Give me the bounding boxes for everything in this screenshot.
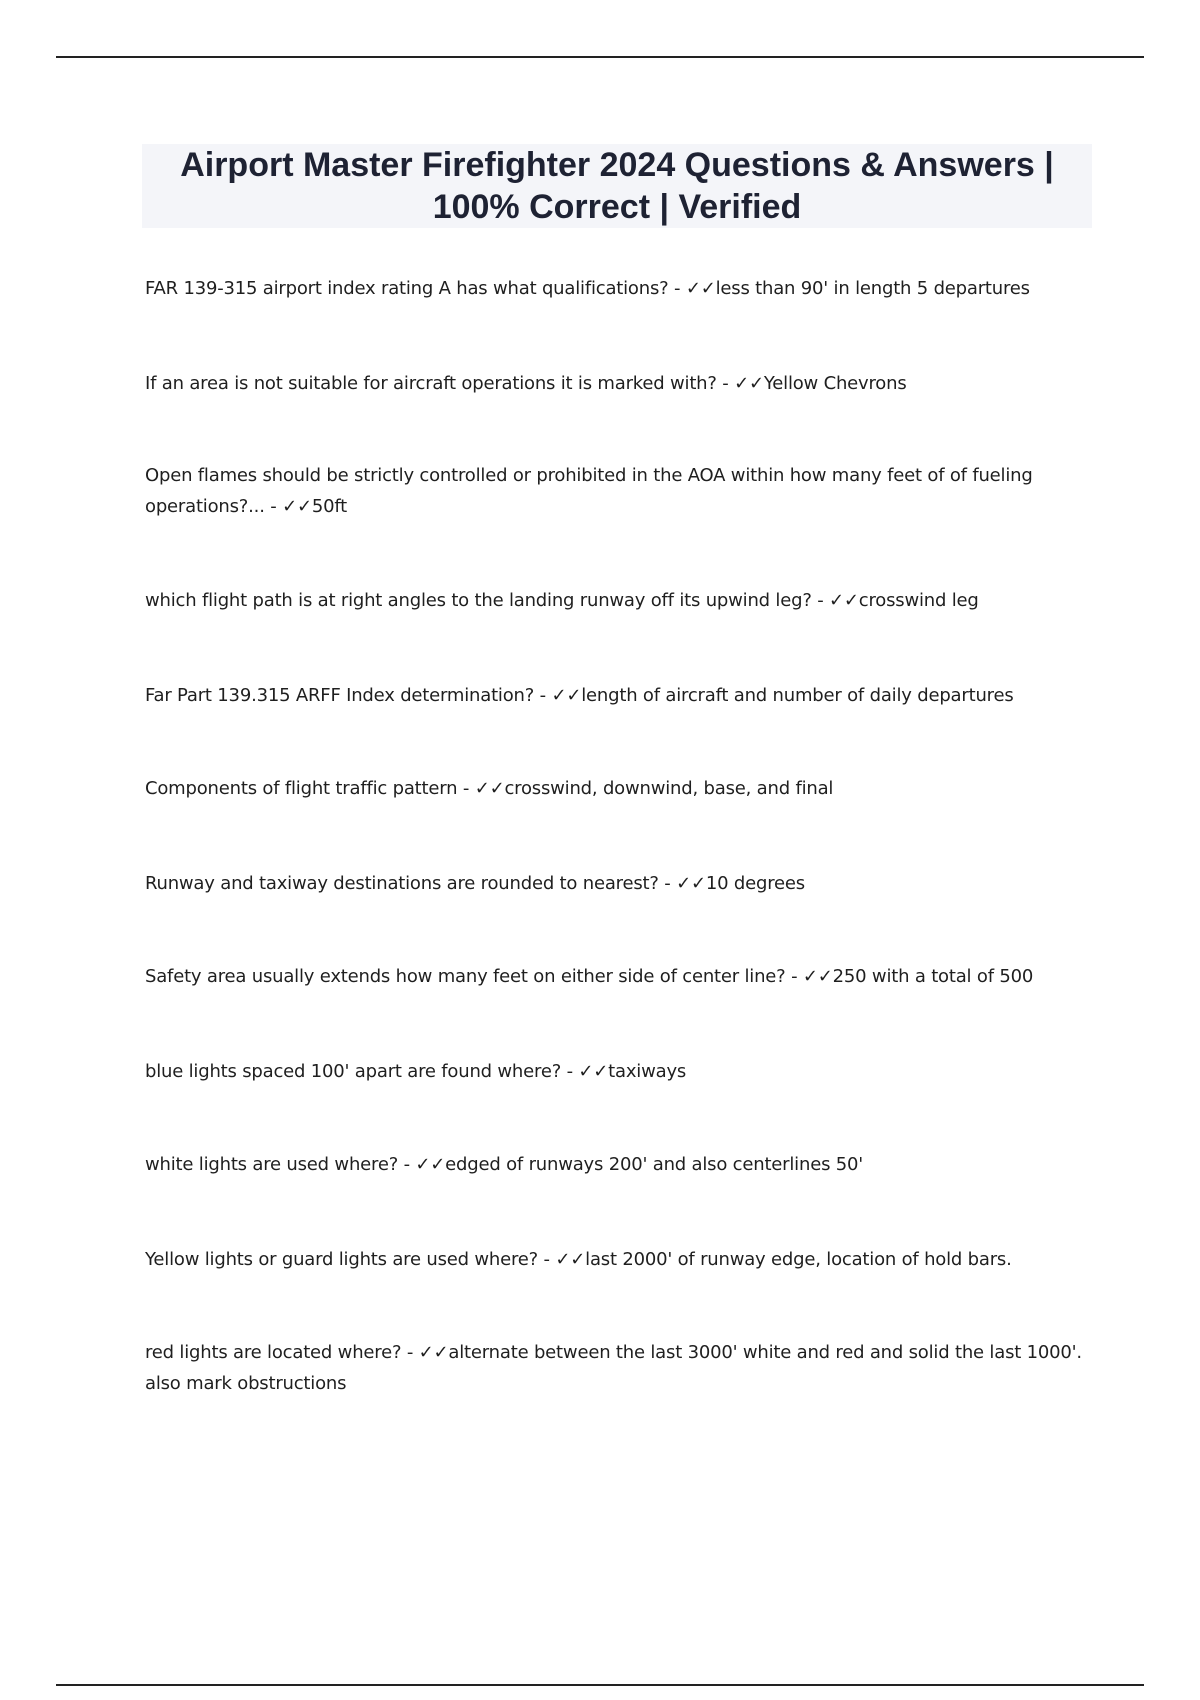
- check-mark-icon: ✓✓: [829, 590, 859, 611]
- answer-text: length of aircraft and number of daily departures: [581, 685, 1014, 706]
- answer-text: last 2000' of runway edge, location of hold bars.: [585, 1249, 1012, 1270]
- question-text: Components of flight traffic pattern: [145, 778, 458, 799]
- answer-text: 50ft: [311, 496, 348, 517]
- qa-item: [145, 773, 1085, 804]
- separator: -: [668, 278, 686, 299]
- qa-item: [145, 273, 1085, 304]
- qa-item: [145, 368, 1085, 399]
- check-mark-icon: ✓✓: [802, 966, 833, 987]
- question-text: FAR 139-315 airport index rating A has what qualifications?: [145, 278, 669, 299]
- check-mark-icon: ✓✓: [474, 778, 505, 799]
- qa-item: [145, 680, 1085, 711]
- qa-item: [145, 1244, 1085, 1275]
- qa-item: [145, 868, 1085, 899]
- question-text: Safety area usually extends how many feet on either side of center line?: [145, 966, 786, 987]
- answer-text: crosswind leg: [858, 590, 979, 611]
- separator: -: [398, 1154, 416, 1175]
- question-text: which flight path is at right angles to the landing runway off its upwind leg?: [145, 590, 812, 611]
- separator: -: [534, 685, 552, 706]
- qa-item: [145, 1056, 1085, 1087]
- answer-text: taxiways: [608, 1061, 687, 1082]
- document-title: [142, 144, 1092, 228]
- qa-item: [145, 961, 1085, 992]
- separator: -: [716, 373, 735, 394]
- top-rule: [56, 56, 1144, 58]
- title-line-1: Airport Master Firefighter 2024 Questions & Answers |: [180, 146, 1054, 184]
- question-text: Yellow lights or guard lights are used where?: [145, 1249, 539, 1270]
- separator: -: [811, 590, 830, 611]
- check-mark-icon: ✓✓: [551, 685, 582, 706]
- question-text: red lights are located where?: [145, 1342, 402, 1363]
- separator: -: [785, 966, 803, 987]
- separator: -: [401, 1342, 419, 1363]
- separator: -: [561, 1061, 579, 1082]
- separator: -: [264, 496, 283, 517]
- answer-text: alternate between the last 3000' white and red and solid the last 1000'. also mark obstructions: [145, 1342, 1082, 1394]
- bottom-rule: [56, 1684, 1144, 1686]
- qa-item: [145, 585, 1085, 616]
- question-text: If an area is not suitable for aircraft operations it is marked with?: [145, 373, 717, 394]
- check-mark-icon: ✓✓: [734, 373, 764, 394]
- question-text: blue lights spaced 100' apart are found where?: [145, 1061, 562, 1082]
- separator: -: [457, 778, 475, 799]
- question-text: Far Part 139.315 ARFF Index determination?: [145, 685, 535, 706]
- separator: -: [658, 873, 677, 894]
- answer-text: 10 degrees: [705, 873, 805, 894]
- answer-text: 250 with a total of 500: [832, 966, 1034, 987]
- check-mark-icon: ✓✓: [415, 1154, 446, 1175]
- answer-text: Yellow Chevrons: [763, 373, 907, 394]
- check-mark-icon: ✓✓: [282, 496, 312, 517]
- check-mark-icon: ✓✓: [685, 278, 716, 299]
- answer-text: less than 90' in length 5 departures: [715, 278, 1030, 299]
- question-text: Runway and taxiway destinations are rounded to nearest?: [145, 873, 659, 894]
- check-mark-icon: ✓✓: [418, 1342, 449, 1363]
- qa-item: [145, 1149, 1085, 1180]
- answer-text: crosswind, downwind, base, and final: [504, 778, 834, 799]
- qa-item: [145, 460, 1085, 522]
- check-mark-icon: ✓✓: [555, 1249, 586, 1270]
- question-text: white lights are used where?: [145, 1154, 399, 1175]
- question-text: Open flames should be strictly controlled or prohibited in the AOA within how many feet of of fueling operations?...: [145, 465, 1033, 517]
- separator: -: [538, 1249, 556, 1270]
- check-mark-icon: ✓✓: [578, 1061, 609, 1082]
- qa-item: [145, 1337, 1085, 1399]
- title-line-2: 100% Correct | Verified: [432, 188, 802, 226]
- answer-text: edged of runways 200' and also centerlines 50': [445, 1154, 864, 1175]
- check-mark-icon: ✓✓: [676, 873, 706, 894]
